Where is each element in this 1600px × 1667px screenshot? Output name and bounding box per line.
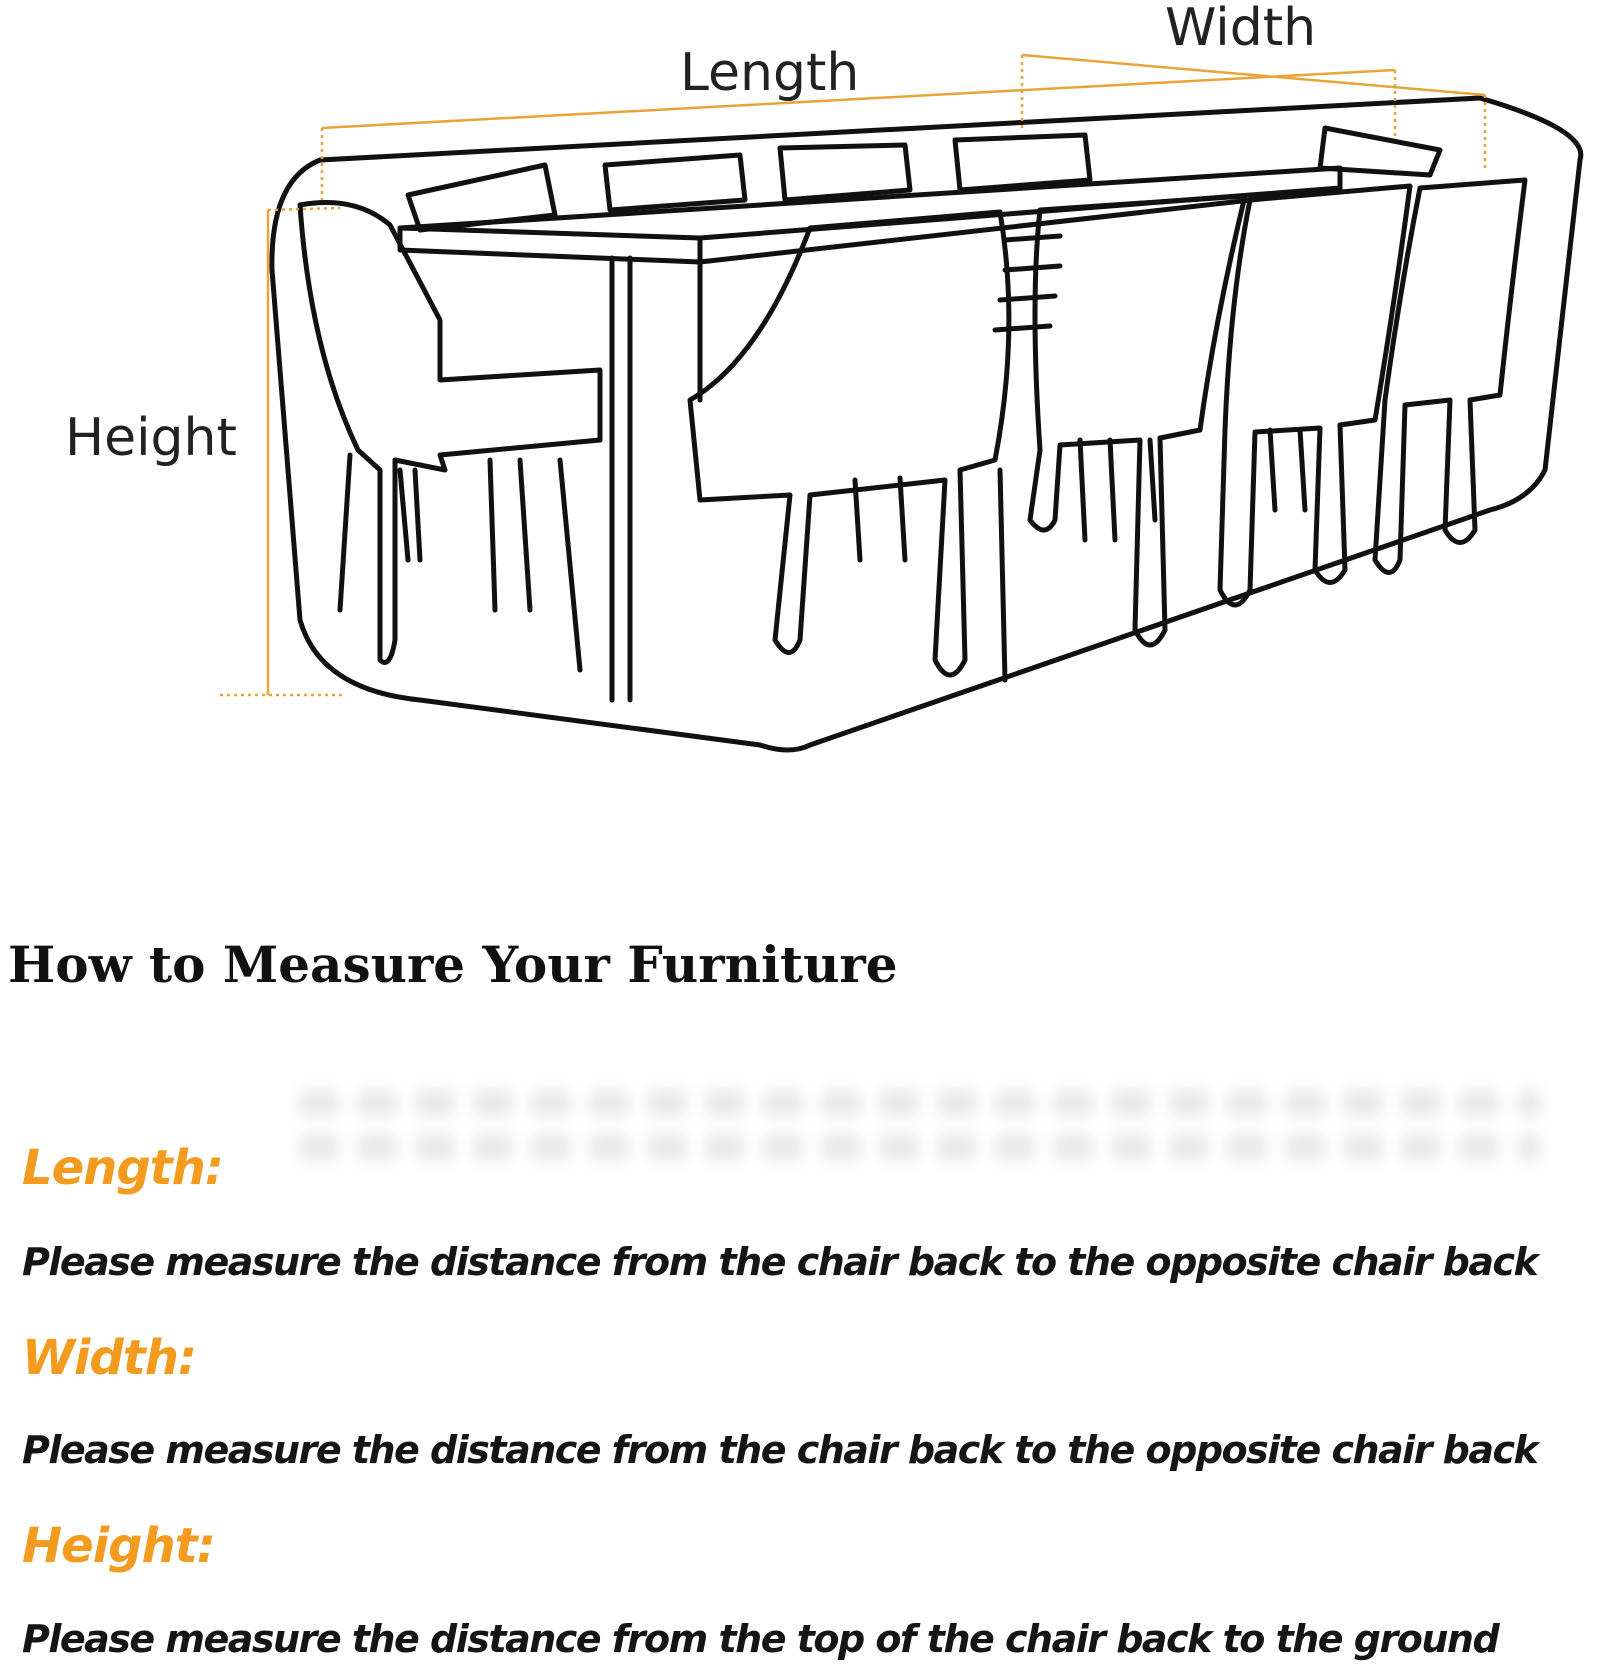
height-label: Height — [65, 408, 237, 468]
front-chair-1 — [690, 212, 1009, 675]
length-description: Please measure the distance from the chair back to the opposite chair back — [22, 1240, 1538, 1284]
width-description: Please measure the distance from the chair back to the opposite chair back — [22, 1428, 1538, 1472]
height-term: Height: — [22, 1518, 215, 1574]
length-label: Length — [680, 43, 860, 103]
front-chair-2 — [1030, 196, 1245, 645]
left-chair — [300, 203, 600, 663]
width-term: Width: — [22, 1330, 197, 1386]
height-description: Please measure the distance from the top of the chair back to the ground — [22, 1617, 1499, 1661]
width-dimension-line — [1022, 55, 1485, 95]
instructions-title: How to Measure Your Furniture — [8, 935, 898, 994]
table-outline — [400, 168, 1340, 238]
width-label: Width — [1165, 0, 1317, 58]
faded-background-text — [300, 1072, 1540, 1182]
front-chair-3 — [1220, 186, 1410, 605]
front-chair-4 — [1375, 180, 1525, 573]
length-term: Length: — [22, 1140, 223, 1196]
